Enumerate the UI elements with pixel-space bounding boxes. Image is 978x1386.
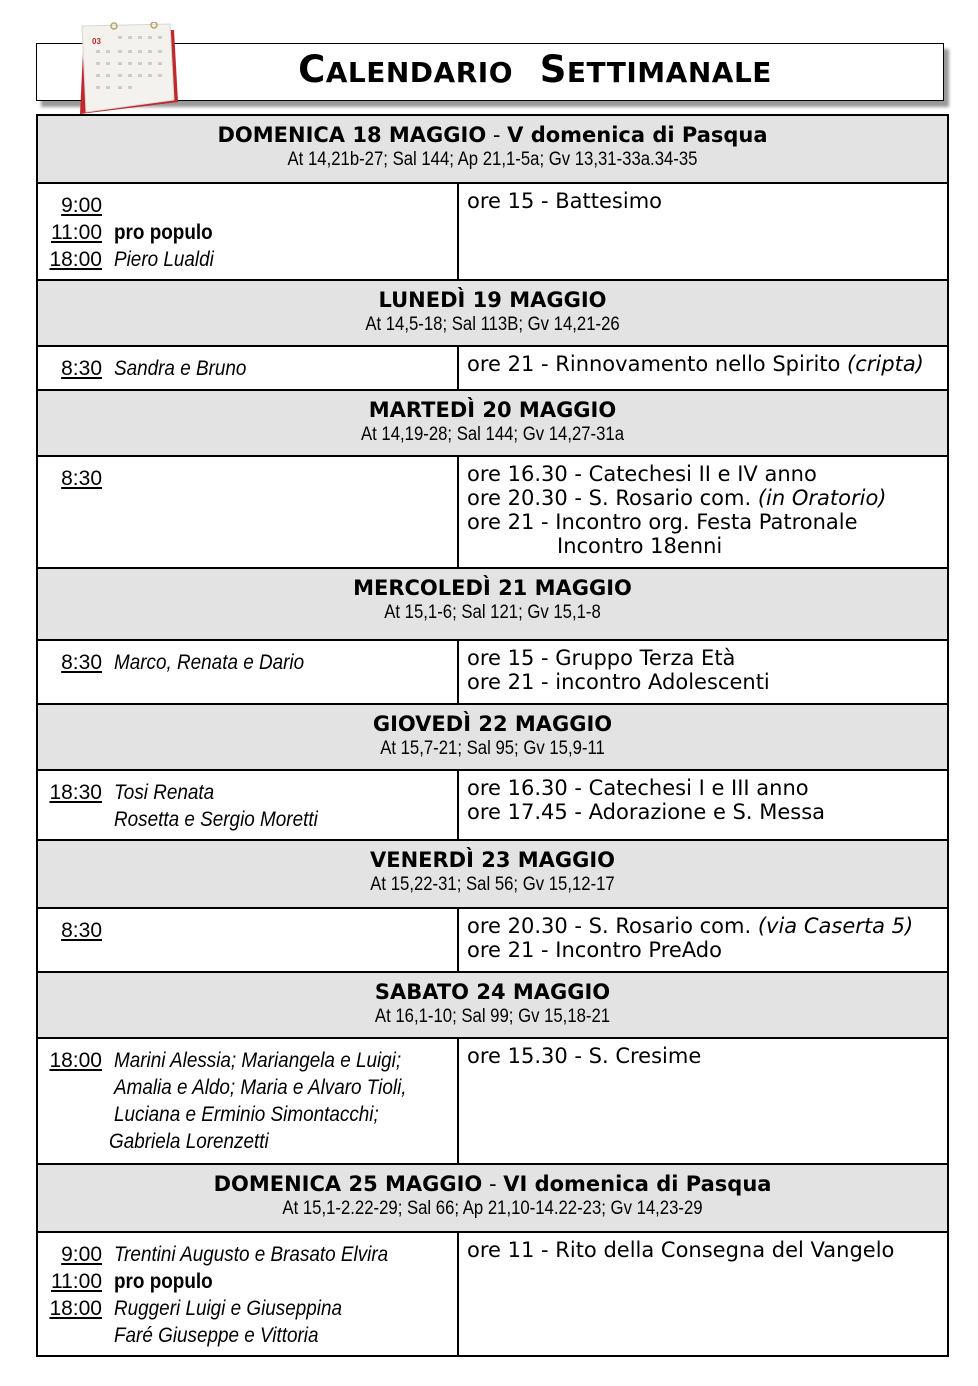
day-detail-row [37,1038,948,1164]
mass-intention: Rosetta e Sergio Moretti [114,808,318,831]
mass-time: 8:30 [61,919,102,942]
event-line [467,510,939,534]
event-note: (via Caserta 5) [757,914,914,938]
calendar-icon-label: 03 [92,37,101,46]
day-header [37,115,948,183]
mass-entry [44,917,451,944]
day-date: GIOVEDÌ 22 MAGGIO [372,712,613,736]
mass-intention: Marini Alessia; Mariangela e Luigi; [114,1049,402,1072]
events-cell [458,346,948,390]
day-detail-row [37,346,948,390]
event-text: ore 17.45 - Adorazione e S. Messa [467,800,826,824]
mass-time: 8:30 [61,357,102,380]
mass-time: 8:30 [61,651,102,674]
day-date: DOMENICA 25 MAGGIO [213,1172,483,1196]
event-text: ore 11 - Rito della Consegna del Vangelo [467,1238,895,1262]
day-readings: At 15,1-6; Sal 121; Gv 15,1-8 [384,602,601,623]
day-header-row [37,115,948,183]
mass-intention: Luciana e Erminio Simontacchi; [114,1103,379,1126]
day-date: MARTEDÌ 20 MAGGIO [368,398,617,422]
event-text: ore 20.30 - S. Rosario com. [467,486,758,510]
events-cell [458,640,948,704]
mass-entry [44,779,451,806]
day-title [38,116,947,148]
mass-intention: Sandra e Bruno [114,357,247,380]
day-readings: At 16,1-10; Sal 99; Gv 15,18-21 [374,1006,611,1027]
day-header [37,390,948,456]
mass-intention: Trentini Augusto e Brasato Elvira [114,1243,389,1266]
day-title [38,973,947,1005]
mass-time: 9:00 [61,1243,102,1266]
mass-entry [44,219,451,246]
event-text: ore 21 - Incontro PreAdo [467,938,722,962]
mass-time: 18:30 [49,781,102,804]
mass-intention: Amalia e Aldo; Maria e Alvaro Tioli, [114,1076,407,1099]
event-line [467,1238,939,1262]
event-line [467,462,939,486]
day-title [38,281,947,313]
mass-entry [44,1268,451,1295]
event-line [467,646,939,670]
title-initial-2: S [539,48,567,91]
day-date: VENERDÌ 23 MAGGIO [369,848,616,872]
mass-entry [44,1101,451,1128]
day-detail-row [37,908,948,972]
mass-entry [44,1295,451,1322]
mass-cell [37,640,458,704]
day-liturgy: V domenica di Pasqua [507,123,768,147]
mass-intention: pro populo [114,221,213,244]
events-cell [458,1232,948,1356]
day-title [38,841,947,873]
day-header-row [37,840,948,908]
day-header-row [37,1164,948,1232]
event-line [467,1044,939,1068]
day-detail-row [37,1232,948,1356]
mass-time: 9:00 [61,194,102,217]
day-header [37,280,948,346]
mass-entry [44,649,451,676]
events-cell [458,908,948,972]
event-text: Incontro 18enni [557,534,723,558]
day-detail-row [37,183,948,280]
day-title-separator: - [482,1172,504,1196]
day-header [37,972,948,1038]
events-cell [458,770,948,840]
day-detail-row [37,770,948,840]
day-title [38,569,947,601]
event-text: ore 16.30 - Catechesi II e IV anno [467,462,817,486]
mass-entry [44,1128,451,1155]
day-title [38,1165,947,1197]
day-header [37,568,948,640]
day-header [37,704,948,770]
event-text: ore 15.30 - S. Cresime [467,1044,702,1068]
event-line [467,670,939,694]
title-rest-2: ETTIMANALE [566,56,772,89]
event-line [467,486,939,510]
event-text: ore 16.30 - Catechesi I e III anno [467,776,809,800]
day-title [38,391,947,423]
mass-time: 8:30 [61,467,102,490]
mass-entry [44,1074,451,1101]
day-header [37,1164,948,1232]
day-header-row [37,972,948,1038]
day-header [37,840,948,908]
event-line [467,352,939,376]
mass-entry [44,465,451,492]
mass-cell [37,908,458,972]
day-date: DOMENICA 18 MAGGIO [217,123,487,147]
events-cell [458,456,948,568]
day-title-separator: - [486,123,508,147]
events-cell [458,1038,948,1164]
mass-cell [37,456,458,568]
day-readings: At 15,7-21; Sal 95; Gv 15,9-11 [380,738,605,759]
mass-time: 18:00 [49,248,102,271]
events-cell [458,183,948,280]
day-header-row [37,390,948,456]
day-readings: At 14,21b-27; Sal 144; Ap 21,1-5a; Gv 13,31-33a.34-35 [287,149,698,170]
event-text: ore 20.30 - S. Rosario com. [467,914,758,938]
title-initial-1: C [298,48,326,91]
mass-entry [44,355,451,382]
event-note: (in Oratorio) [757,486,887,510]
mass-time: 11:00 [51,1270,102,1293]
event-text: ore 15 - Battesimo [467,189,663,213]
day-detail-row [37,640,948,704]
event-text: ore 21 - Rinnovamento nello Spirito [467,352,848,376]
day-date: LUNEDÌ 19 MAGGIO [378,288,607,312]
mass-entry [44,806,451,833]
mass-time: 18:00 [49,1297,102,1320]
day-header-row [37,280,948,346]
desk-calendar-icon [78,22,182,122]
day-title [38,705,947,737]
mass-entry [44,1322,451,1349]
mass-entry [44,192,451,219]
day-header-row [37,568,948,640]
mass-cell [37,1232,458,1356]
weekly-schedule-table [36,114,949,1357]
event-text: ore 15 - Gruppo Terza Età [467,646,736,670]
event-line [467,189,939,213]
mass-intention: pro populo [114,1270,213,1293]
mass-entry [44,1047,451,1074]
event-line [467,938,939,962]
mass-intention: Piero Lualdi [114,248,214,271]
day-date: MERCOLEDÌ 21 MAGGIO [353,576,632,600]
mass-cell [37,770,458,840]
mass-intention: Faré Giuseppe e Vittoria [114,1324,319,1347]
mass-intention: Gabriela Lorenzetti [109,1130,269,1153]
event-line [467,534,939,558]
day-liturgy: VI domenica di Pasqua [503,1172,772,1196]
day-readings: At 15,1-2.22-29; Sal 66; Ap 21,10-14.22-23; Gv 14,23-29 [282,1198,703,1219]
mass-intention: Marco, Renata e Dario [114,651,305,674]
mass-cell [37,183,458,280]
mass-entry [44,246,451,273]
mass-cell [37,346,458,390]
day-readings: At 14,5-18; Sal 113B; Gv 14,21-26 [365,314,620,335]
event-note: (cripta) [847,352,924,376]
day-header-row [37,704,948,770]
event-line [467,914,939,938]
day-detail-row [37,456,948,568]
day-readings: At 14,19-28; Sal 144; Gv 14,27-31a [360,424,625,445]
event-text: ore 21 - Incontro org. Festa Patronale [467,510,858,534]
mass-time: 11:00 [51,221,102,244]
mass-time: 18:00 [49,1049,102,1072]
day-date: SABATO 24 MAGGIO [374,980,611,1004]
event-line [467,776,939,800]
mass-intention: Ruggeri Luigi e Giuseppina [114,1297,343,1320]
event-line [467,800,939,824]
mass-entry [44,1241,451,1268]
mass-cell [37,1038,458,1164]
event-text: ore 21 - incontro Adolescenti [467,670,770,694]
mass-intention: Tosi Renata [114,781,215,804]
day-readings: At 15,22-31; Sal 56; Gv 15,12-17 [370,874,615,895]
title-rest-1: ALENDARIO [325,56,513,89]
